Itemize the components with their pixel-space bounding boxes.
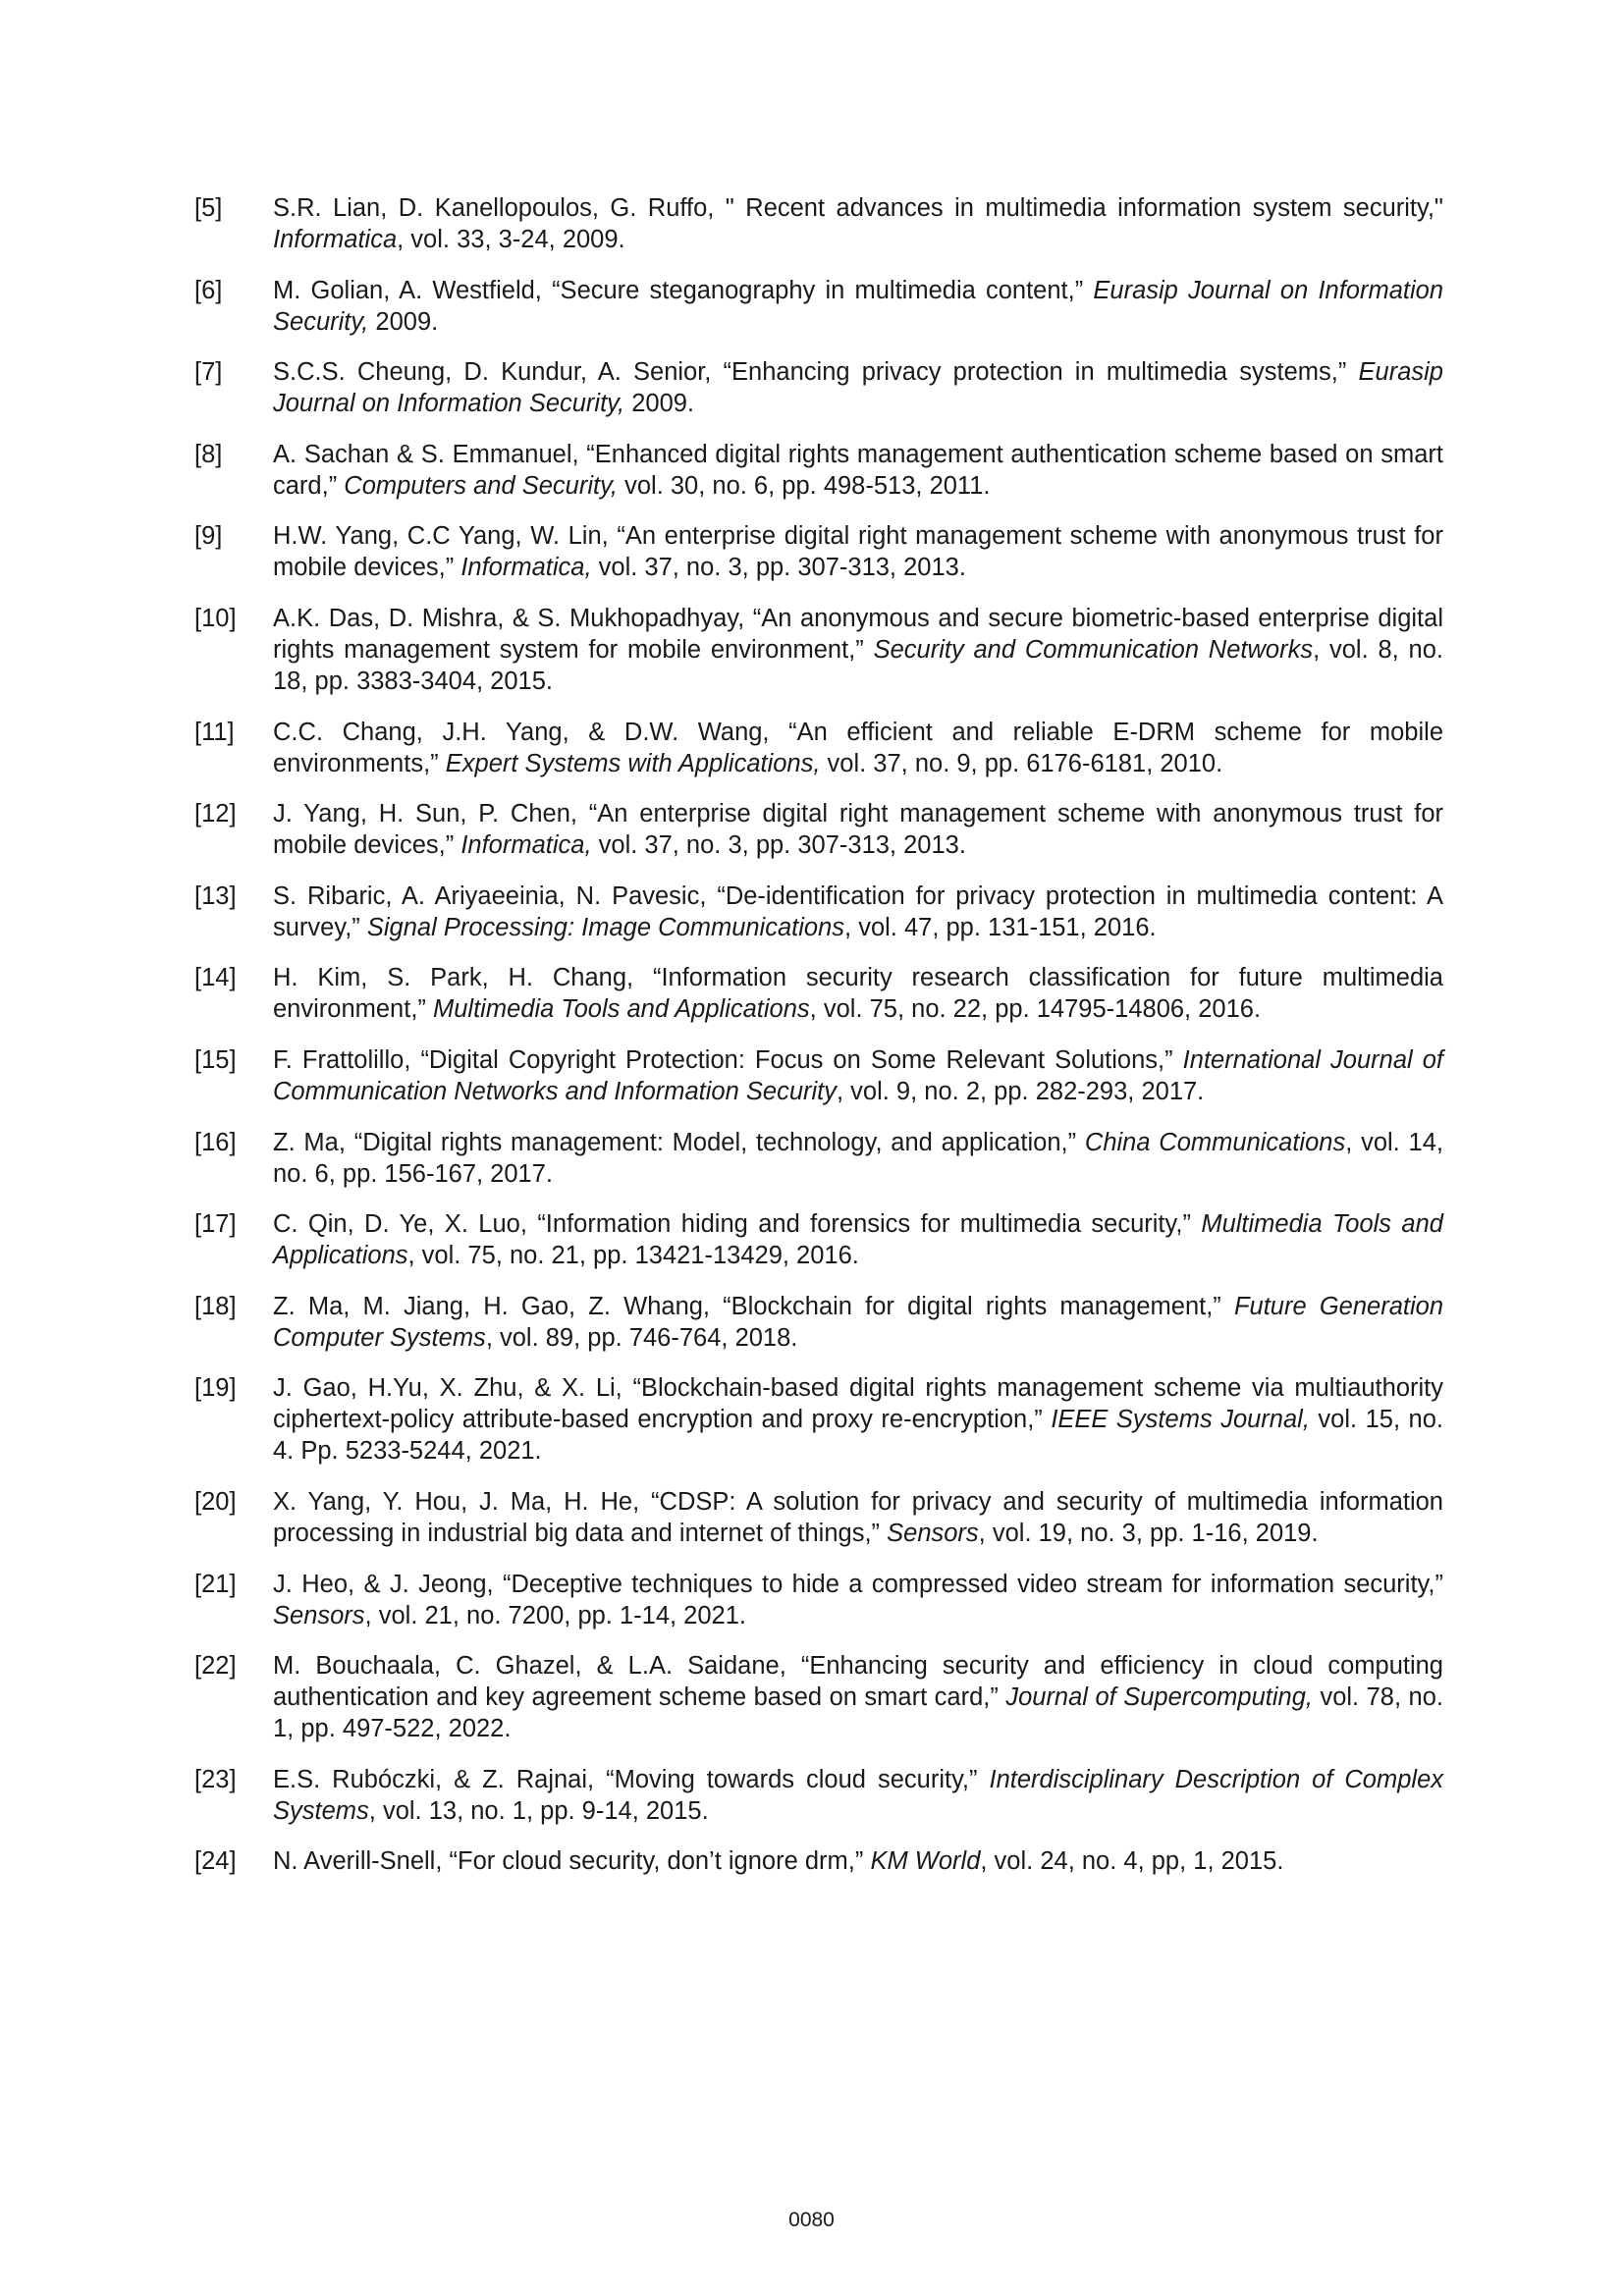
reference-list: [194, 192, 1443, 1896]
reference-venue: Informatica,: [460, 554, 592, 582]
reference-details: , vol. 33, 3-24, 2009.: [397, 226, 625, 253]
page-number: 0080: [788, 2209, 835, 2231]
reference-text: [273, 520, 1443, 583]
reference-details: , vol. 24, no. 4, pp, 1, 2015.: [980, 1847, 1284, 1876]
reference-details: vol. 78, no. 1, pp. 497-522, 2022.: [273, 1683, 1444, 1743]
reference-text: [273, 1845, 1443, 1877]
reference-number: [9]: [194, 522, 223, 551]
reference-text: [273, 1569, 1443, 1631]
reference-text: [273, 1044, 1443, 1107]
reference-citation: Z. Ma, “Digital rights management: Model, technology, and application,”: [273, 1128, 1085, 1156]
reference-venue: China Communications: [1084, 1128, 1346, 1156]
reference-citation: A. Sachan & S. Emmanuel, “Enhanced digital rights management authentication scheme based on smart card,”: [273, 440, 1443, 500]
reference-text: [273, 798, 1443, 861]
reference-text: [273, 717, 1443, 779]
reference-item: [194, 962, 1443, 1025]
reference-details: , vol. 19, no. 3, pp. 1-16, 2019.: [978, 1519, 1319, 1547]
reference-citation: M. Bouchaala, C. Ghazel, & L.A. Saidane, “Enhancing security and efficiency in cloud computing authentication and key agreement scheme based on smart card,”: [273, 1652, 1443, 1712]
reference-item: [194, 1764, 1443, 1827]
reference-citation: S. Ribaric, A. Ariyaeeinia, N. Pavesic, “De-identification for privacy protection in multimedia content: A survey,”: [273, 881, 1443, 941]
reference-number: [10]: [194, 604, 237, 632]
reference-text: [273, 1291, 1443, 1354]
reference-citation: E.S. Rubóczki, & Z. Rajnai, “Moving towards cloud security,”: [273, 1765, 990, 1793]
reference-details: , vol. 13, no. 1, pp. 9-14, 2015.: [368, 1796, 709, 1825]
reference-item: [194, 1372, 1443, 1467]
reference-citation: C.C. Chang, J.H. Yang, & D.W. Wang, “An efficient and reliable E-DRM scheme for mobile environments,”: [273, 718, 1443, 777]
reference-venue: Future Generation Computer Systems: [273, 1292, 1443, 1352]
reference-number: [15]: [194, 1045, 237, 1074]
reference-details: , vol. 75, no. 21, pp. 13421-13429, 2016.: [407, 1242, 859, 1270]
reference-details: , vol. 8, no. 18, pp. 3383-3404, 2015.: [273, 635, 1443, 695]
reference-number: [18]: [194, 1292, 237, 1320]
reference-number: [13]: [194, 881, 237, 910]
reference-details: , vol. 21, no. 7200, pp. 1-14, 2021.: [364, 1601, 746, 1629]
reference-item: [194, 439, 1443, 502]
reference-citation: J. Heo, & J. Jeong, “Deceptive techniques to hide a compressed video stream for information security,”: [273, 1570, 1443, 1598]
reference-item: [194, 1650, 1443, 1744]
reference-venue: Signal Processing: Image Communications: [366, 913, 845, 941]
reference-number: [16]: [194, 1128, 237, 1156]
reference-venue: International Journal of Communication Networks and Information Security: [273, 1045, 1443, 1105]
reference-citation: S.C.S. Cheung, D. Kundur, A. Senior, “Enhancing privacy protection in multimedia systems,”: [273, 358, 1359, 387]
reference-citation: F. Frattolillo, “Digital Copyright Protection: Focus on Some Relevant Solutions,”: [273, 1045, 1183, 1074]
reference-item: [194, 1845, 1443, 1877]
reference-number: [23]: [194, 1765, 237, 1793]
reference-details: , vol. 9, no. 2, pp. 282-293, 2017.: [837, 1077, 1205, 1105]
reference-text: [273, 603, 1443, 697]
reference-text: [273, 192, 1443, 255]
reference-text: [273, 275, 1443, 338]
reference-venue: Informatica: [273, 226, 398, 253]
reference-citation: H. Kim, S. Park, H. Chang, “Information security research classification for future multimedia environment,”: [273, 964, 1443, 1024]
reference-number: [21]: [194, 1570, 237, 1598]
reference-venue: Journal of Supercomputing,: [1005, 1683, 1313, 1712]
reference-citation: J. Gao, H.Yu, X. Zhu, & X. Li, “Blockchain-based digital rights management scheme via multiauthority ciphertext-policy attribute-based encryption and proxy re-encryption,”: [273, 1374, 1443, 1434]
reference-text: [273, 1764, 1443, 1827]
reference-venue: Eurasip Journal on Information Security,: [273, 276, 1444, 336]
reference-details: , vol. 47, pp. 131-151, 2016.: [844, 913, 1157, 941]
reference-number: [19]: [194, 1374, 237, 1403]
reference-citation: A.K. Das, D. Mishra, & S. Mukhopadhyay, “An anonymous and secure biometric-based enterprise digital rights management system for mobile environment,”: [273, 604, 1443, 664]
reference-text: [273, 356, 1443, 419]
reference-details: vol. 37, no. 9, pp. 6176-6181, 2010.: [820, 749, 1223, 777]
reference-item: [194, 1127, 1443, 1190]
reference-citation: J. Yang, H. Sun, P. Chen, “An enterprise digital right management scheme with anonymous trust for mobile devices,”: [273, 800, 1443, 860]
reference-number: [14]: [194, 964, 237, 992]
reference-details: vol. 15, no. 4. Pp. 5233-5244, 2021.: [273, 1406, 1444, 1466]
reference-number: [6]: [194, 276, 223, 304]
reference-item: [194, 1291, 1443, 1354]
reference-details: 2009.: [368, 307, 439, 336]
reference-number: [8]: [194, 440, 223, 468]
reference-venue: Expert Systems with Applications,: [445, 749, 821, 777]
reference-item: [194, 603, 1443, 697]
reference-citation: H.W. Yang, C.C Yang, W. Lin, “An enterprise digital right management scheme with anonymous trust for mobile devices,”: [273, 522, 1443, 582]
reference-citation: M. Golian, A. Westfield, “Secure steganography in multimedia content,”: [273, 276, 1094, 304]
reference-citation: Z. Ma, M. Jiang, H. Gao, Z. Whang, “Blockchain for digital rights management,”: [273, 1292, 1234, 1320]
reference-details: vol. 37, no. 3, pp. 307-313, 2013.: [591, 831, 966, 860]
reference-item: [194, 1486, 1443, 1549]
reference-item: [194, 1208, 1443, 1271]
reference-item: [194, 1044, 1443, 1107]
reference-number: [5]: [194, 194, 223, 222]
reference-venue: KM World: [870, 1847, 981, 1876]
reference-number: [17]: [194, 1210, 237, 1239]
reference-number: [22]: [194, 1652, 237, 1681]
reference-venue: Security and Communication Networks: [873, 635, 1314, 664]
reference-venue: Sensors: [887, 1519, 979, 1547]
reference-venue: Multimedia Tools and Applications: [273, 1210, 1443, 1270]
reference-number: [7]: [194, 358, 223, 387]
reference-details: , vol. 14, no. 6, pp. 156-167, 2017.: [273, 1128, 1443, 1188]
reference-item: [194, 192, 1443, 255]
reference-venue: IEEE Systems Journal,: [1051, 1406, 1310, 1434]
reference-item: [194, 1569, 1443, 1631]
reference-details: vol. 30, no. 6, pp. 498-513, 2011.: [618, 471, 991, 500]
reference-text: [273, 1127, 1443, 1190]
reference-item: [194, 356, 1443, 419]
reference-item: [194, 275, 1443, 338]
reference-number: [20]: [194, 1487, 237, 1516]
reference-text: [273, 439, 1443, 502]
reference-citation: S.R. Lian, D. Kanellopoulos, G. Ruffo, " Recent advances in multimedia information system security,": [273, 194, 1443, 222]
reference-details: , vol. 75, no. 22, pp. 14795-14806, 2016.: [809, 995, 1262, 1024]
reference-details: vol. 37, no. 3, pp. 307-313, 2013.: [591, 554, 966, 582]
reference-item: [194, 520, 1443, 583]
reference-venue: Computers and Security,: [344, 471, 619, 500]
reference-text: [273, 1208, 1443, 1271]
reference-text: [273, 1486, 1443, 1549]
reference-text: [273, 1372, 1443, 1467]
reference-item: [194, 881, 1443, 943]
reference-venue: Eurasip Journal on Information Security,: [273, 358, 1443, 418]
reference-citation: N. Averill-Snell, “For cloud security, don’t ignore drm,”: [273, 1847, 871, 1876]
reference-item: [194, 717, 1443, 779]
reference-venue: Interdisciplinary Description of Complex Systems: [273, 1765, 1444, 1825]
reference-text: [273, 1650, 1443, 1744]
reference-venue: Multimedia Tools and Applications: [433, 995, 810, 1024]
reference-text: [273, 881, 1443, 943]
reference-citation: X. Yang, Y. Hou, J. Ma, H. He, “CDSP: A solution for privacy and security of multimedia information processing in industrial big data and internet of things,”: [273, 1487, 1443, 1547]
reference-number: [11]: [194, 718, 235, 746]
reference-details: 2009.: [624, 390, 695, 418]
reference-details: , vol. 89, pp. 746-764, 2018.: [485, 1323, 798, 1352]
reference-number: [24]: [194, 1847, 237, 1876]
reference-venue: Informatica,: [460, 831, 592, 860]
reference-venue: Sensors: [273, 1601, 365, 1629]
reference-number: [12]: [194, 800, 237, 828]
reference-citation: C. Qin, D. Ye, X. Luo, “Information hiding and forensics for multimedia security,”: [273, 1210, 1202, 1239]
reference-item: [194, 798, 1443, 861]
reference-text: [273, 962, 1443, 1025]
